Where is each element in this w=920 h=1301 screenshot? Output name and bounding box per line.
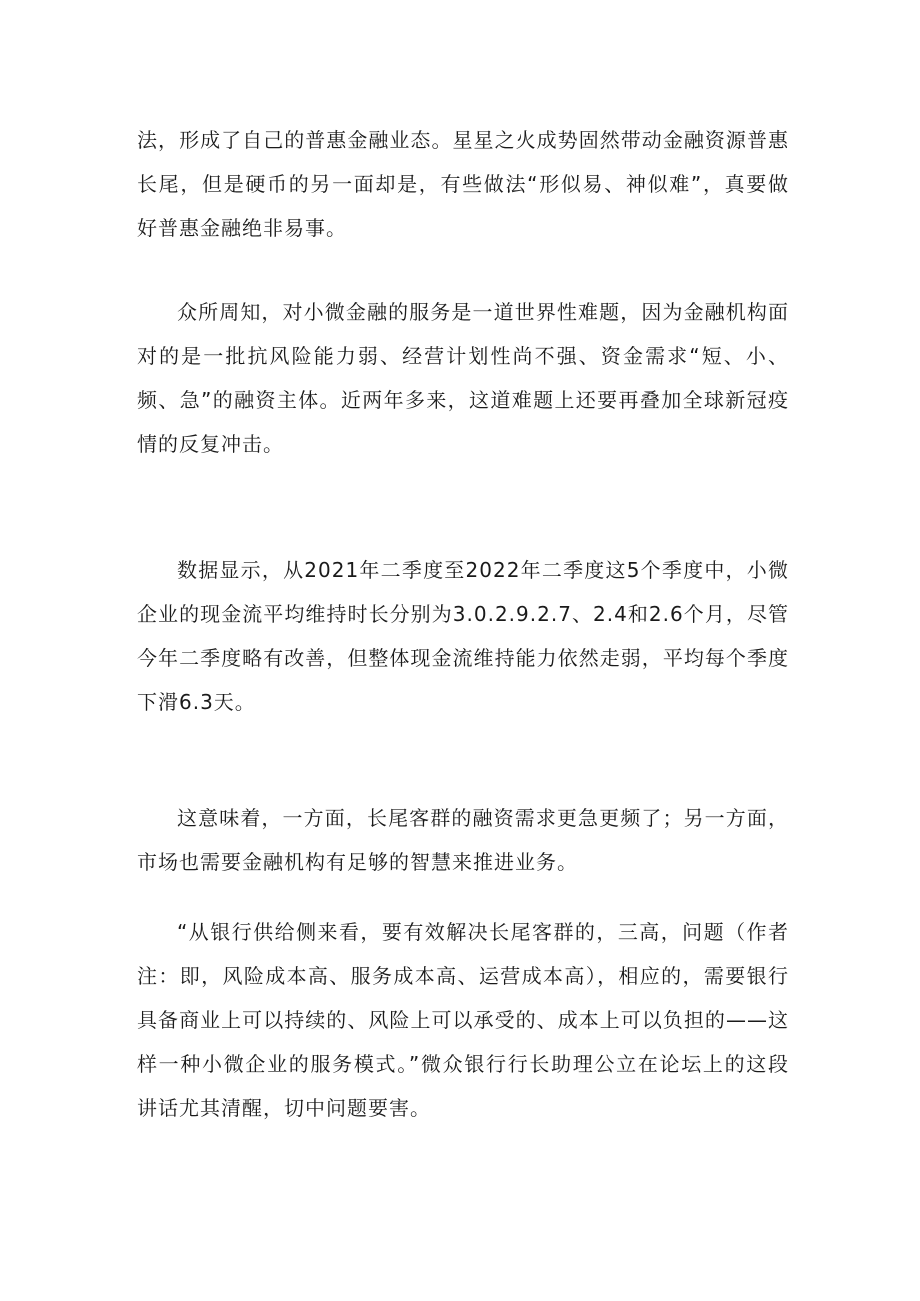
paragraph-cashflow-data: 数据显示，从2021年二季度至2022年二季度这5个季度中，小微企业的现金流平均维持时长分别为3.0.2.9.2.7、2.4和2.6个月，尽管今年二季度略有改善，但整体现金流维持能力依然走弱，平均每个季度下滑6.3天。 xyxy=(137,558,789,714)
paragraph-continuation: 法，形成了自己的普惠金融业态。星星之火成势固然带动金融资源普惠长尾，但是硬币的另一面却是，有些做法“形似易、神似难”，真要做好普惠金融绝非易事。 xyxy=(137,128,789,240)
paragraph-quote: “从银行供给侧来看，要有效解决长尾客群的，三高，问题（作者注：即，风险成本高、服务成本高、运营成本高），相应的，需要银行具备商业上可以持续的、风险上可以承受的、成本上可以负担的——这样一种小微企业的服务模式。”微众银行行长助理公立在论坛上的这段讲话尤其清醒，切中问题要害。 xyxy=(137,920,789,1120)
paragraph-micro-finance-challenge: 众所周知，对小微金融的服务是一道世界性难题，因为金融机构面对的是一批抗风险能力弱、经营计划性尚不强、资金需求“短、小、频、急”的融资主体。近两年多来，这道难题上还要再叠加全球新冠疫情的反复冲击。 xyxy=(137,300,789,456)
paragraph-implication: 这意味着，一方面，长尾客群的融资需求更急更频了；另一方面，市场也需要金融机构有足够的智慧来推进业务。 xyxy=(137,806,789,874)
